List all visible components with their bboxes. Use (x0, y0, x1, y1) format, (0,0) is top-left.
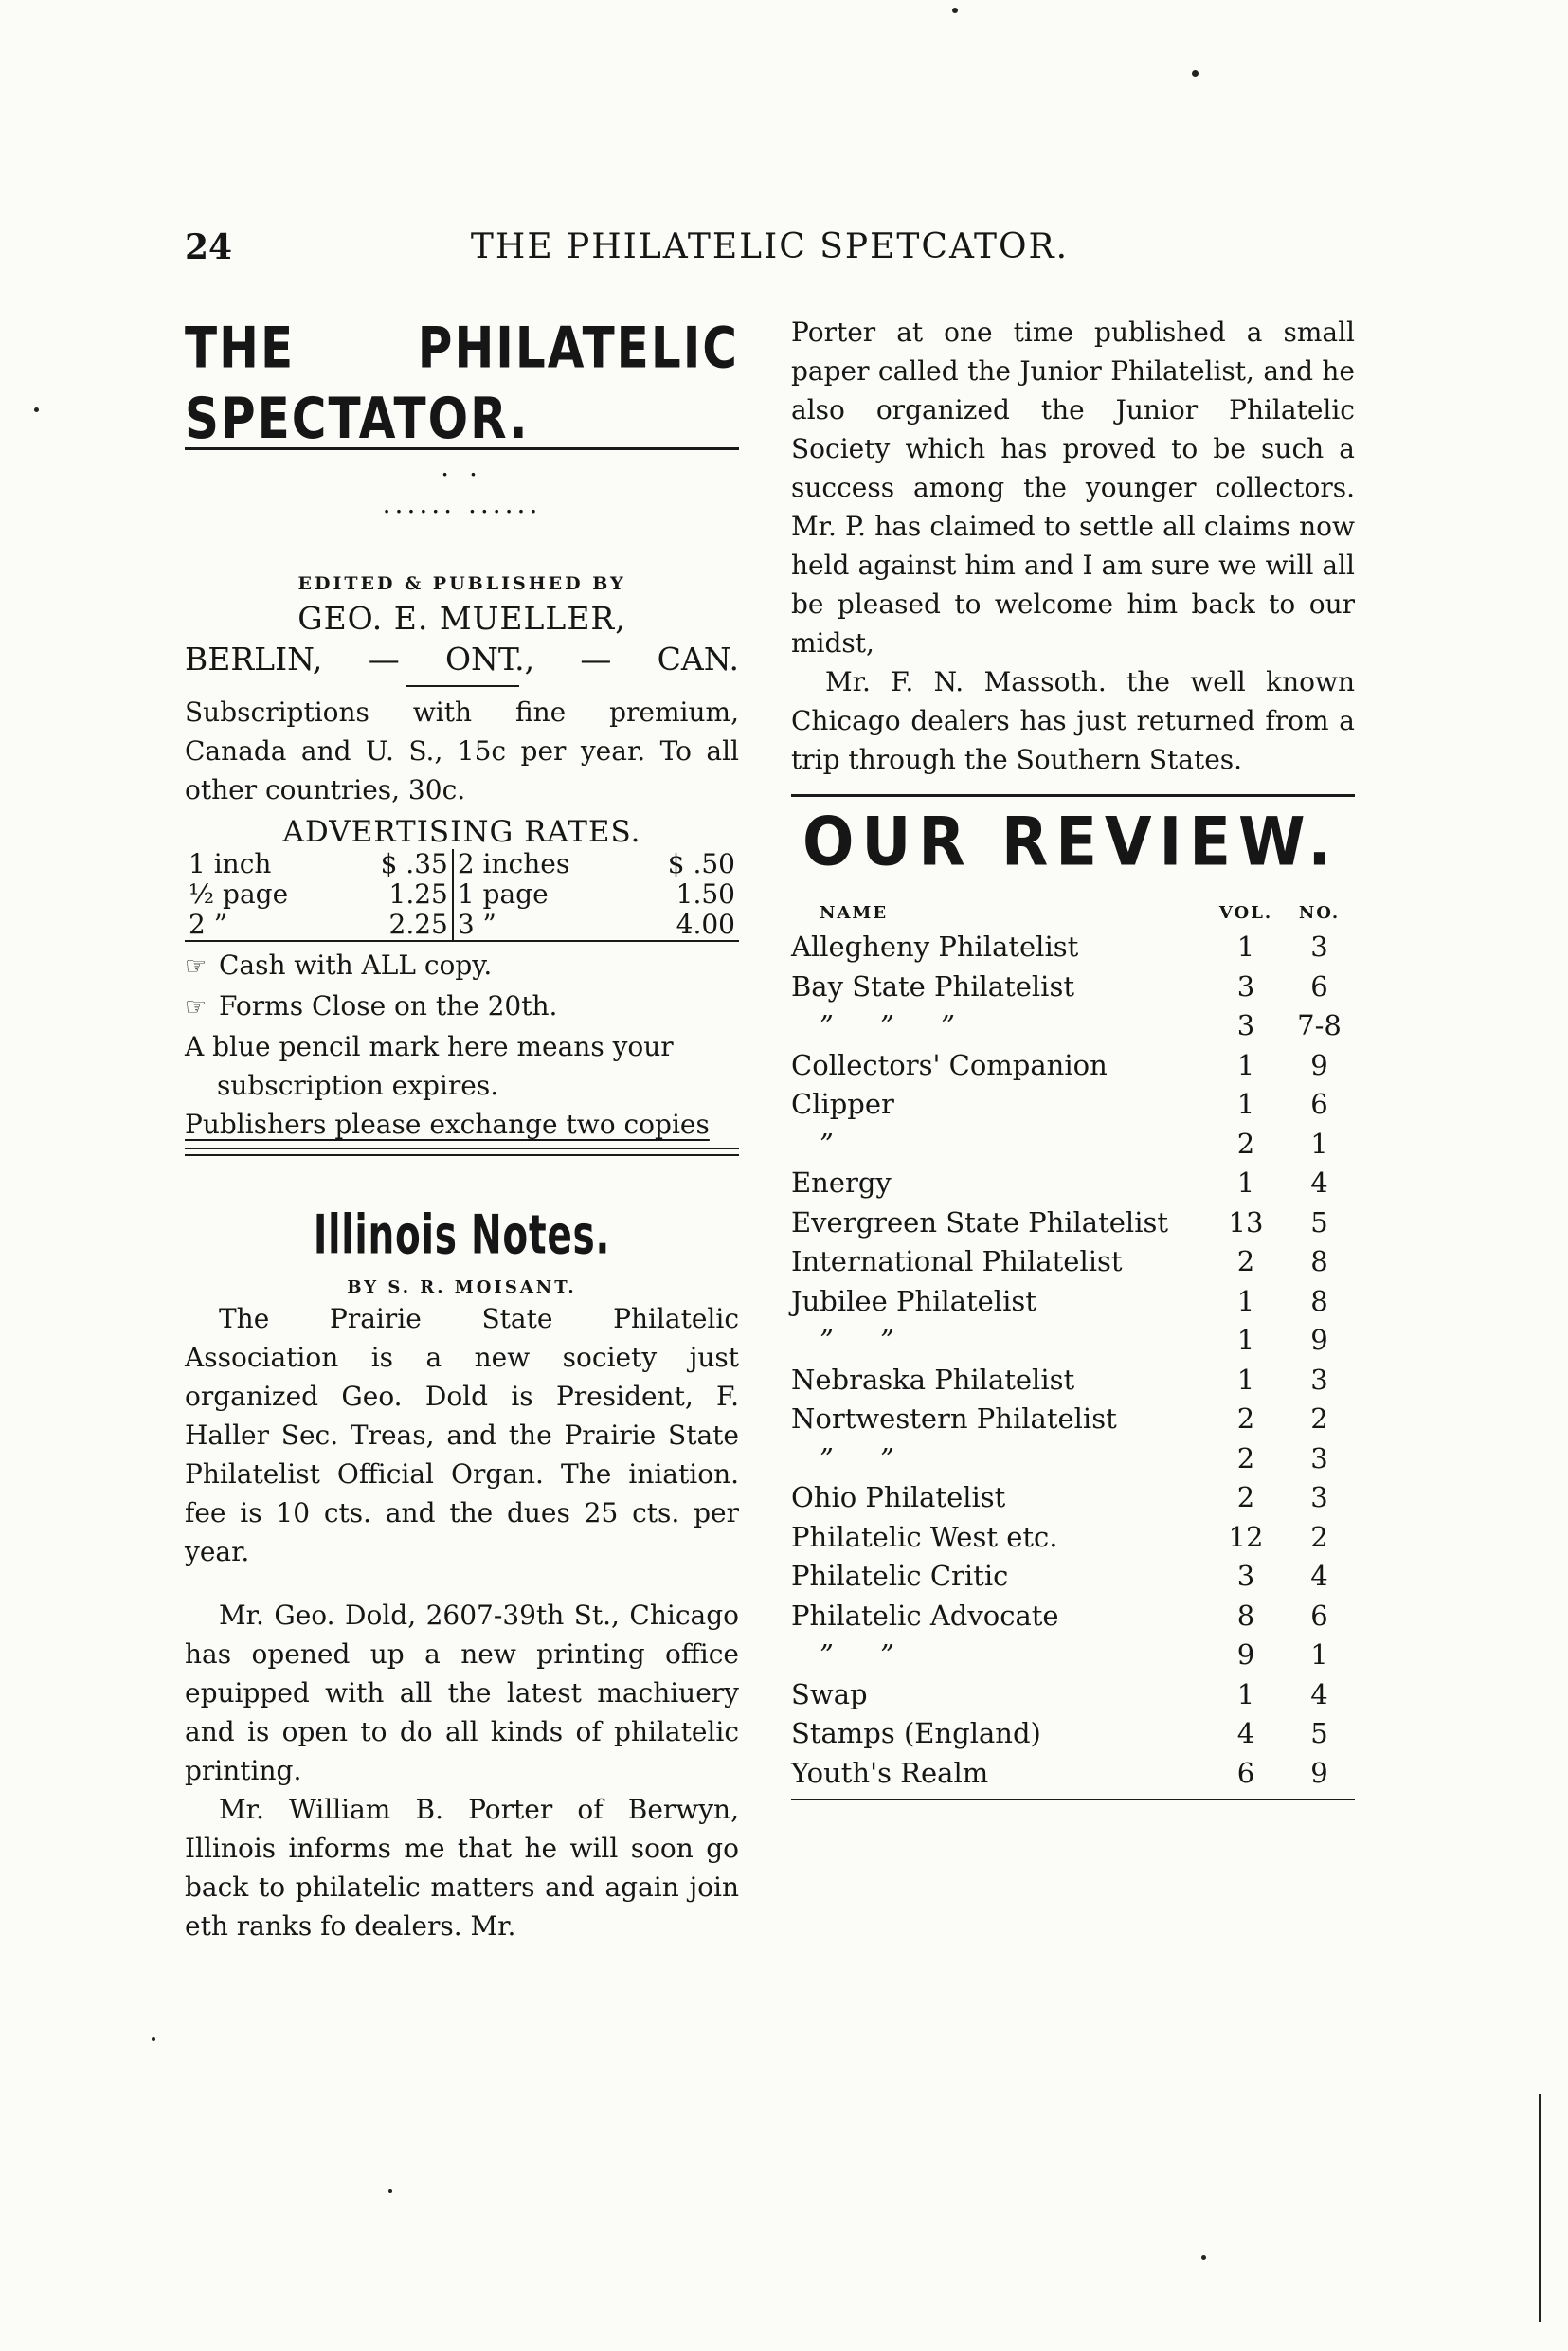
rate-size: 2 inches (457, 848, 570, 879)
review-name: Philatelic Advocate (791, 1599, 1059, 1632)
review-name: Energy (791, 1166, 892, 1199)
illinois-byline: BY S. R. MOISANT. (347, 1277, 577, 1297)
review-row (791, 1714, 1355, 1754)
review-row (791, 1046, 1355, 1086)
review-row (791, 1518, 1355, 1558)
edited-by-line: EDITED & PUBLISHED BY (297, 573, 626, 594)
review-no: 8 (1310, 1245, 1328, 1277)
masthead-word: PHILATELIC (417, 315, 739, 381)
review-no: 1 (1310, 1638, 1328, 1671)
rate-size: 1 page (457, 878, 549, 910)
rates-table (185, 849, 739, 942)
notice-cash (185, 946, 739, 986)
our-review-title: OUR REVIEW. (802, 804, 1339, 882)
location-province: ONT., (444, 641, 535, 678)
review-row (791, 1478, 1355, 1518)
editor-name: GEO. E. MUELLER, (297, 600, 626, 637)
review-vol: 1 (1236, 1048, 1255, 1081)
location-line (185, 641, 739, 678)
review-no: 4 (1310, 1166, 1328, 1199)
review-no: 4 (1310, 1560, 1328, 1592)
review-name: Philatelic Critic (791, 1560, 1009, 1592)
review-row (791, 968, 1355, 1007)
notice-forms-text: Forms Close on the 20th. (219, 990, 558, 1022)
review-rule (791, 794, 1355, 797)
massoth-paragraph: Mr. F. N. Massoth. the well known Chicago dealers has just returned from a trip through the Southern States. (791, 666, 1355, 775)
review-row (791, 1361, 1355, 1401)
rate-price: $ .50 (667, 848, 735, 879)
review-name: ” ” (820, 1324, 894, 1356)
review-header-row (791, 899, 1355, 928)
review-row (791, 1754, 1355, 1794)
review-no: 1 (1310, 1127, 1328, 1160)
review-table (791, 899, 1355, 1793)
review-vol: 2 (1236, 1441, 1255, 1474)
notice-pencil: A blue pencil mark here means your (185, 1031, 674, 1062)
review-name: ” (820, 1127, 834, 1160)
illinois-paragraph: The Prairie State Philatelic Association is a new society just organized Geo. Dold is President, F. Haller Sec. Treas, and the Prairie State Philatelist Official Organ. The iniation. fee is 10 cts. and the dues 25 cts. per year. (185, 1303, 739, 1567)
notice-exchange: Publishers please exchange two copies (185, 1109, 710, 1140)
review-name: Collectors' Companion (791, 1048, 1108, 1081)
review-row (791, 1242, 1355, 1282)
review-no: 8 (1310, 1284, 1328, 1317)
review-name: Youth's Realm (791, 1756, 989, 1789)
rate-size: 2 ” (189, 909, 228, 940)
rate-size: 1 inch (189, 848, 272, 879)
subscriptions-text: Subscriptions with fine premium, Canada and U. S., 15c per year. To all other countries, 30c. (185, 696, 739, 805)
header-vol: VOL. (1218, 903, 1273, 923)
pointing-hand-icon: ☞ (185, 993, 207, 1022)
review-row (791, 1400, 1355, 1439)
review-vol: 2 (1236, 1481, 1255, 1513)
rate-price: $ .35 (341, 849, 452, 879)
rates-row (185, 910, 739, 941)
review-row (791, 1675, 1355, 1715)
review-row (791, 928, 1355, 968)
review-vol: 1 (1236, 1363, 1255, 1396)
short-rule (406, 685, 519, 687)
review-no: 2 (1310, 1402, 1328, 1435)
review-name: Jubilee Philatelist (791, 1284, 1036, 1317)
review-vol: 3 (1236, 1009, 1255, 1041)
illinois-paragraph: Mr. Geo. Dold, 2607-39th St., Chicago has opened up a new printing office epuipped with all the latest machiuery and is open to do all kinds of philatelic printing. (185, 1600, 739, 1786)
review-name: ” ” ” (820, 1009, 955, 1041)
review-row (791, 1282, 1355, 1322)
review-row (791, 1439, 1355, 1479)
ornament-dots: ...... ...... (382, 488, 542, 519)
rates-row (185, 879, 739, 910)
review-vol: 3 (1236, 969, 1255, 1003)
review-name: International Philatelist (791, 1245, 1123, 1277)
review-vol: 1 (1236, 1088, 1255, 1120)
review-no: 9 (1310, 1756, 1328, 1789)
rate-price: 2.25 (341, 910, 452, 941)
scan-speck (388, 2189, 392, 2193)
review-no: 9 (1310, 1324, 1328, 1356)
review-no: 6 (1310, 969, 1328, 1003)
section-divider (185, 1148, 739, 1156)
scan-speck (152, 2037, 155, 2041)
pointing-hand-icon: ☞ (185, 952, 207, 981)
review-row (791, 1597, 1355, 1637)
right-column (791, 313, 1355, 1800)
review-vol: 2 (1236, 1127, 1255, 1160)
review-name: Nortwestern Philatelist (791, 1402, 1117, 1435)
review-name: Allegheny Philatelist (791, 931, 1079, 963)
review-row (791, 1125, 1355, 1165)
review-end-rule (791, 1799, 1355, 1800)
review-no: 2 (1310, 1520, 1328, 1553)
page-number: 24 (185, 227, 233, 267)
review-name: Nebraska Philatelist (791, 1363, 1075, 1396)
masthead-word: SPECTATOR. (185, 385, 530, 452)
rate-price: 1.50 (676, 878, 735, 910)
rates-row (185, 849, 739, 879)
review-vol: 1 (1236, 1284, 1255, 1317)
left-column (185, 313, 739, 1945)
review-name: Clipper (791, 1088, 894, 1120)
scan-speck (952, 8, 958, 13)
review-vol: 2 (1236, 1402, 1255, 1435)
review-no: 3 (1310, 1481, 1328, 1513)
notice-pencil-cont: subscription expires. (217, 1070, 499, 1101)
review-row (791, 1164, 1355, 1203)
illinois-paragraph: Mr. William B. Porter of Berwyn, Illinois informs me that he will soon go back to philatelic matters and again join eth ranks fo dealers. Mr. (185, 1794, 739, 1942)
review-name: Bay State Philatelist (791, 969, 1074, 1003)
advertising-heading: ADVERTISING RATES. (282, 815, 641, 849)
review-vol: 1 (1236, 1166, 1255, 1199)
review-row (791, 1321, 1355, 1361)
running-header (185, 227, 1355, 275)
running-title: THE PHILATELIC SPETCATOR. (470, 227, 1070, 266)
review-row (791, 1636, 1355, 1675)
ornament-dots-top: . . (441, 451, 483, 482)
review-vol: 9 (1236, 1638, 1255, 1671)
scan-edge-mark (1539, 2094, 1541, 2322)
review-vol: 4 (1236, 1717, 1255, 1749)
review-no: 7-8 (1297, 1009, 1342, 1041)
review-body (791, 928, 1355, 1793)
review-no: 4 (1310, 1677, 1328, 1710)
review-no: 9 (1310, 1048, 1328, 1081)
rate-price: 4.00 (676, 909, 735, 940)
review-no: 5 (1310, 1717, 1328, 1749)
review-no: 6 (1310, 1599, 1328, 1632)
review-row (791, 1085, 1355, 1125)
review-name: Stamps (England) (791, 1717, 1041, 1749)
rate-size: 3 ” (457, 909, 496, 940)
review-no: 6 (1310, 1088, 1328, 1120)
review-vol: 2 (1236, 1245, 1255, 1277)
location-city: BERLIN, (185, 641, 323, 678)
review-no: 5 (1310, 1205, 1328, 1239)
paragraph-gap (185, 1571, 739, 1596)
scan-speck (1192, 70, 1199, 77)
scan-speck (34, 407, 39, 412)
rate-price: 1.25 (341, 879, 452, 910)
notice-cash-text: Cash with ALL copy. (219, 949, 493, 981)
review-vol: 13 (1228, 1205, 1264, 1239)
review-vol: 12 (1228, 1520, 1264, 1553)
review-no: 3 (1310, 931, 1328, 963)
review-name: Philatelic West etc. (791, 1520, 1058, 1553)
review-row (791, 1006, 1355, 1046)
notice-forms (185, 986, 739, 1027)
masthead (185, 313, 739, 454)
review-no: 3 (1310, 1441, 1328, 1474)
review-name: Swap (791, 1677, 868, 1710)
illinois-notes-title: Illinois Notes. (313, 1204, 611, 1267)
review-vol: 8 (1236, 1599, 1255, 1632)
review-row (791, 1557, 1355, 1597)
porter-continuation: Porter at one time published a small paper called the Junior Philatelist, and he also organized the Junior Philatelic Society which has proved to be such a success among the younger collectors. Mr. P. has claimed to settle all claims now held against him and I am sure we will all be pleased to welcome him back to our midst, (791, 316, 1355, 659)
rate-size: ½ page (189, 878, 289, 910)
location-country: CAN. (657, 641, 739, 678)
header-no: NO. (1298, 903, 1341, 923)
review-name: ” ” (820, 1638, 894, 1671)
review-vol: 1 (1236, 931, 1255, 963)
review-row (791, 1203, 1355, 1243)
review-name: Evergreen State Philatelist (791, 1205, 1168, 1239)
review-name: Ohio Philatelist (791, 1481, 1006, 1513)
location-dash: — (368, 641, 400, 678)
header-name: NAME (820, 903, 889, 923)
location-dash: — (580, 641, 612, 678)
review-name: ” ” (820, 1441, 894, 1474)
review-vol: 6 (1236, 1756, 1255, 1789)
review-vol: 3 (1236, 1560, 1255, 1592)
review-vol: 1 (1236, 1324, 1255, 1356)
masthead-word: THE (185, 315, 296, 381)
scan-speck (1201, 2255, 1206, 2260)
review-no: 3 (1310, 1363, 1328, 1396)
review-vol: 1 (1236, 1677, 1255, 1710)
